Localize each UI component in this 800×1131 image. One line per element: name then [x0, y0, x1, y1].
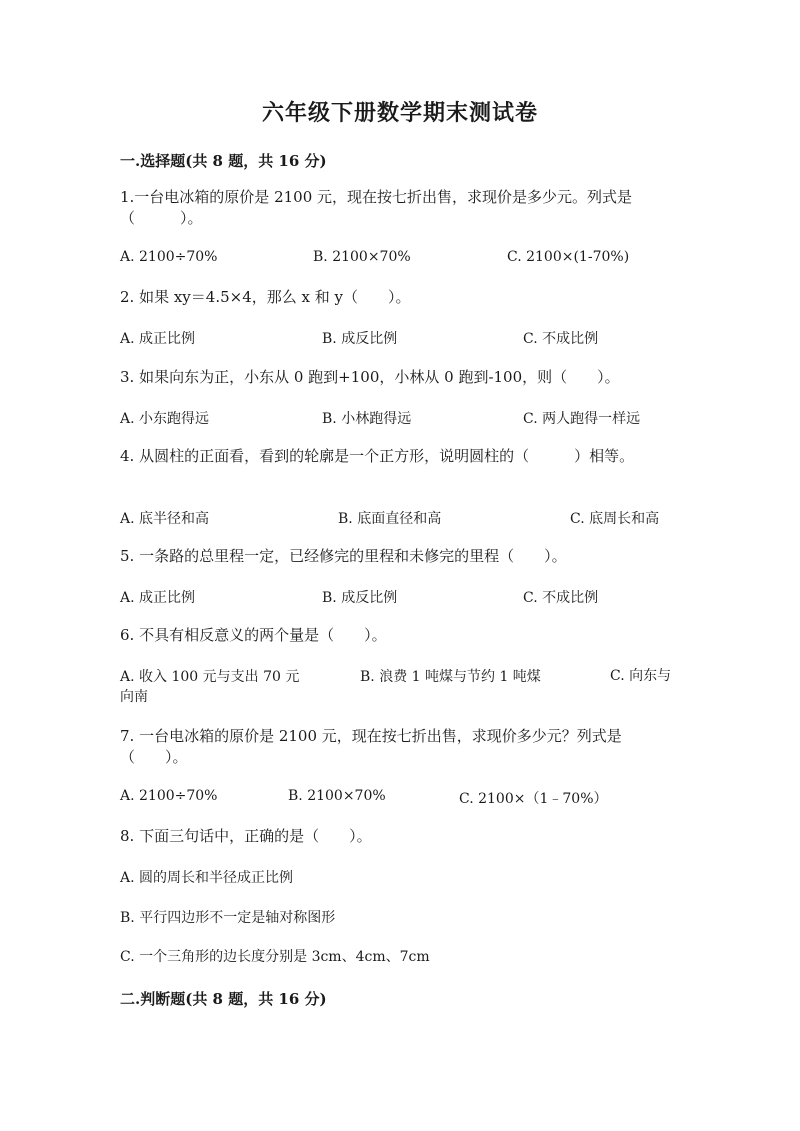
question-5-options: [120, 587, 682, 609]
option-a: A. 2100÷70%: [120, 249, 218, 265]
question-4: 4. 从圆柱的正面看，看到的轮廓是一个正方形，说明圆柱的（ ）相等。: [120, 447, 635, 465]
option-b: B. 小林跑得远: [322, 411, 412, 427]
option-c: C. 向东与向南: [120, 668, 672, 705]
option-c: C. 2100×（1﹣70%）: [459, 791, 608, 807]
option-b: B. 成反比例: [322, 331, 398, 347]
option-b: B. 底面直径和高: [338, 511, 442, 527]
option-c: C. 底周长和高: [570, 511, 660, 527]
question-3: 3. 如果向东为正，小东从 0 跑到+100，小林从 0 跑到-100，则（ ）。: [120, 368, 620, 386]
section-heading-choice: 一.选择题(共 8 题，共 16 分): [120, 152, 327, 170]
option-c: C. 2100×(1-70%): [507, 249, 630, 265]
page-title: 六年级下册数学期末测试卷: [261, 100, 538, 126]
option-a: A. 收入 100 元与支出 70 元: [120, 669, 300, 685]
option-a: A. 2100÷70%: [120, 788, 218, 804]
question-3-options: [120, 408, 682, 430]
option-b: B. 2100×70%: [313, 249, 411, 265]
option-b: B. 成反比例: [322, 590, 398, 606]
option-a: A. 小东跑得远: [120, 411, 210, 427]
option-c: C. 不成比例: [523, 590, 599, 606]
question-6: 6. 不具有相反意义的两个量是（ ）。: [120, 626, 387, 644]
question-1-options: [120, 249, 682, 271]
question-7: 7. 一台电冰箱的原价是 2100 元，现在按七折出售，求现价多少元？列式是（ ）。: [120, 727, 622, 766]
option-b: B. 2100×70%: [288, 788, 386, 804]
question-5: 5. 一条路的总里程一定，已经修完的里程和未修完的里程（ ）。: [120, 547, 567, 565]
option-a: A. 成正比例: [120, 331, 196, 347]
question-8-option-a: A. 圆的周长和半径成正比例: [120, 870, 294, 886]
section-heading-judgement: 二.判断题(共 8 题，共 16 分): [120, 990, 327, 1008]
option-a: A. 成正比例: [120, 590, 196, 606]
option-c: C. 两人跑得一样远: [523, 411, 641, 427]
question-8-option-c: C. 一个三角形的边长度分别是 3cm、4cm、7cm: [120, 949, 430, 965]
question-8: 8. 下面三句话中，正确的是（ ）。: [120, 827, 372, 845]
option-b: B. 浪费 1 吨煤与节约 1 吨煤: [360, 669, 541, 685]
question-8-option-b: B. 平行四边形不一定是轴对称图形: [120, 910, 336, 926]
option-a: A. 底半径和高: [120, 511, 210, 527]
question-1: 1.一台电冰箱的原价是 2100 元，现在按七折出售，求现价是多少元。列式是（ ）。: [120, 188, 633, 227]
question-6-options: [120, 666, 682, 710]
question-7-options: [120, 788, 682, 810]
question-2: 2. 如果 xy＝4.5×4，那么 x 和 y（ ）。: [120, 288, 411, 306]
question-2-options: [120, 328, 682, 350]
question-4-options: [120, 508, 682, 530]
option-c: C. 不成比例: [523, 331, 599, 347]
